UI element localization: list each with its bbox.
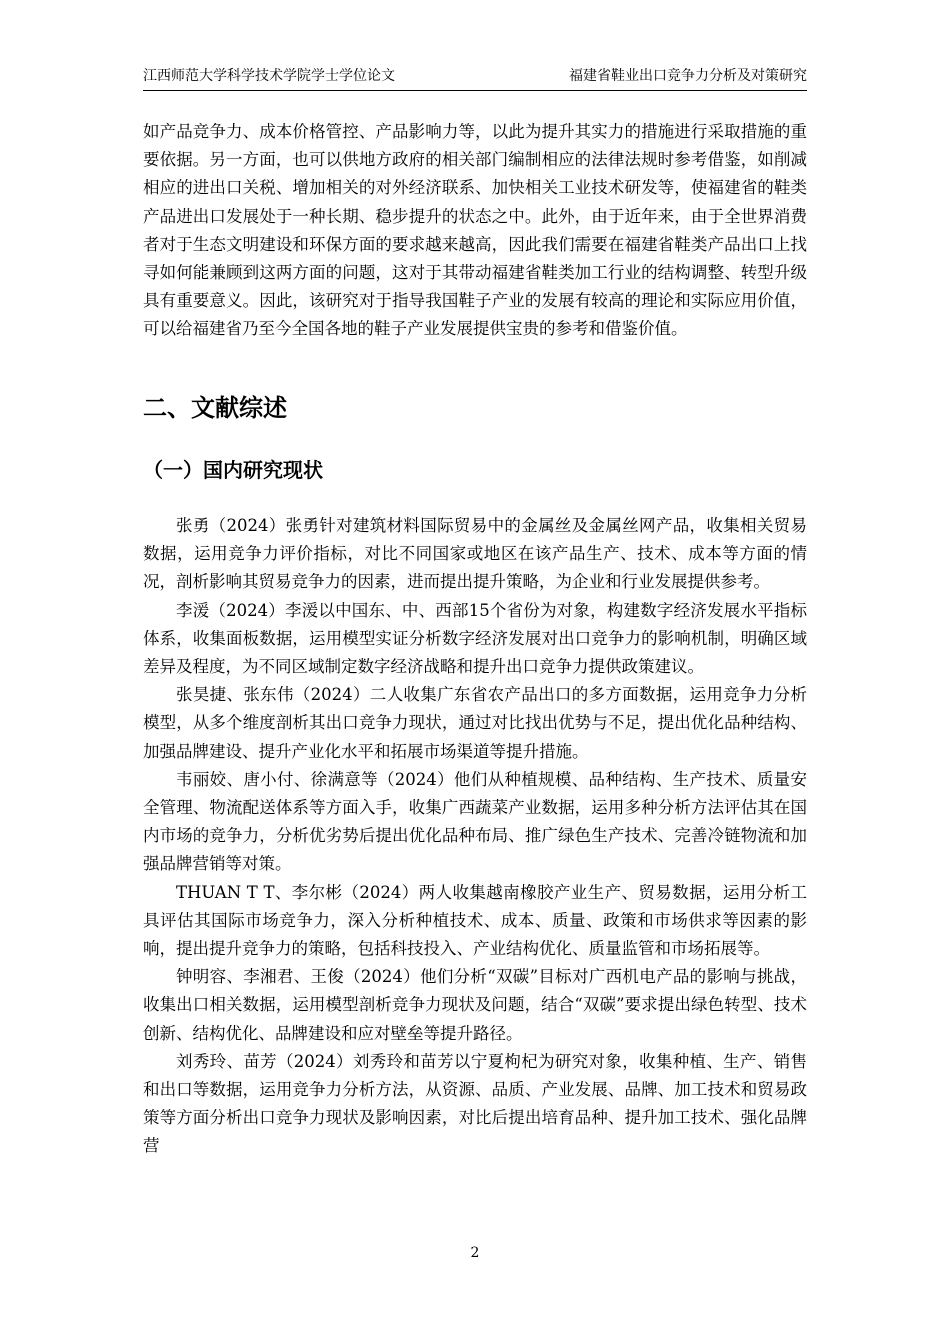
review-paragraph: 李湲（2024）李湲以中国东、中、西部15个省份为对象，构建数字经济发展水平指标体系，收集面板数据，运用模型实证分析数字经济发展对出口竞争力的影响机制，明确区域差异及程度，为不同区域制定数字经济战略和提升出口竞争力提供政策建议。 — [143, 600, 807, 677]
review-paragraph: 韦丽姣、唐小付、徐满意等（2024）他们从种植规模、品种结构、生产技术、质量安全管理、物流配送体系等方面入手，收集广西蔬菜产业数据，运用多种分析方法评估其在国内市场的竞争力，分析优劣势后提出优化品种布局、推广绿色生产技术、完善冷链物流和加强品牌营销等对策。 — [143, 769, 807, 874]
literature-review-body — [143, 512, 807, 1161]
subsection-heading: （一）国内研究现状 — [143, 458, 323, 482]
running-header — [143, 62, 807, 91]
intro-section — [143, 118, 807, 344]
header-thesis-title: 江西师范大学科学技术学院学士学位论文 — [143, 68, 395, 84]
review-paragraph: THUAN T T、李尔彬（2024）两人收集越南橡胶产业生产、贸易数据，运用分析工具评估其国际市场竞争力，深入分析种植技术、成本、质量、政策和市场供求等因素的影响，提出提升竞争力的策略，包括科技投入、产业结构优化、质量监管和市场拓展等。 — [143, 882, 807, 959]
review-paragraph: 张勇（2024）张勇针对建筑材料国际贸易中的金属丝及金属丝网产品，收集相关贸易数据，运用竞争力评价指标，对比不同国家或地区在该产品生产、技术、成本等方面的情况，剖析影响其贸易竞争力的因素，进而提出提升策略，为企业和行业发展提供参考。 — [143, 516, 807, 592]
header-paper-title: 福建省鞋业出口竞争力分析及对策研究 — [569, 68, 807, 84]
intro-paragraph: 如产品竞争力、成本价格管控、产品影响力等，以此为提升其实力的措施进行采取措施的重要依据。另一方面，也可以供地方政府的相关部门编制相应的法律法规时参考借鉴，如削减相应的进出口关税、增加相关的对外经济联系、加快相关工业技术研发等，使福建省的鞋类产品进出口发展处于一种长期、稳步提升的状态之中。此外，由于近年来，由于全世界消费者对于生态文明建设和环保方面的要求越来越高，因此我们需要在福建省鞋类产品出口上找寻如何能兼顾到这两方面的问题，这对于其带动福建省鞋类加工行业的结构调整、转型升级具有重要意义。因此，该研究对于指导我国鞋子产业的发展有较高的理论和实际应用价值，可以给福建省乃至今全国各地的鞋子产业发展提供宝贵的参考和借鉴价值。 — [143, 122, 807, 339]
section-heading: 二、文献综述 — [143, 394, 287, 422]
review-paragraph: 张昊捷、张东伟（2024）二人收集广东省农产品出口的多方面数据，运用竞争力分析模型，从多个维度剖析其出口竞争力现状，通过对比找出优势与不足，提出优化品种结构、加强品牌建设、提升产业化水平和拓展市场渠道等提升措施。 — [143, 685, 807, 761]
review-paragraph: 钟明容、李湘君、王俊（2024）他们分析“双碳”目标对广西机电产品的影响与挑战，收集出口相关数据，运用模型剖析竞争力现状及问题，结合“双碳”要求提出绿色转型、技术创新、结构优化、品牌建设和应对壁垒等提升路径。 — [143, 967, 807, 1043]
review-paragraph: 刘秀玲、苗芳（2024）刘秀玲和苗芳以宁夏枸杞为研究对象，收集种植、生产、销售和出口等数据，运用竞争力分析方法，从资源、品质、产业发展、品牌、加工技术和贸易政策等方面分析出口竞争力现状及影响因素，对比后提出培育品种、提升加工技术、强化品牌营 — [143, 1051, 807, 1156]
page-number: 2 — [470, 1245, 480, 1261]
